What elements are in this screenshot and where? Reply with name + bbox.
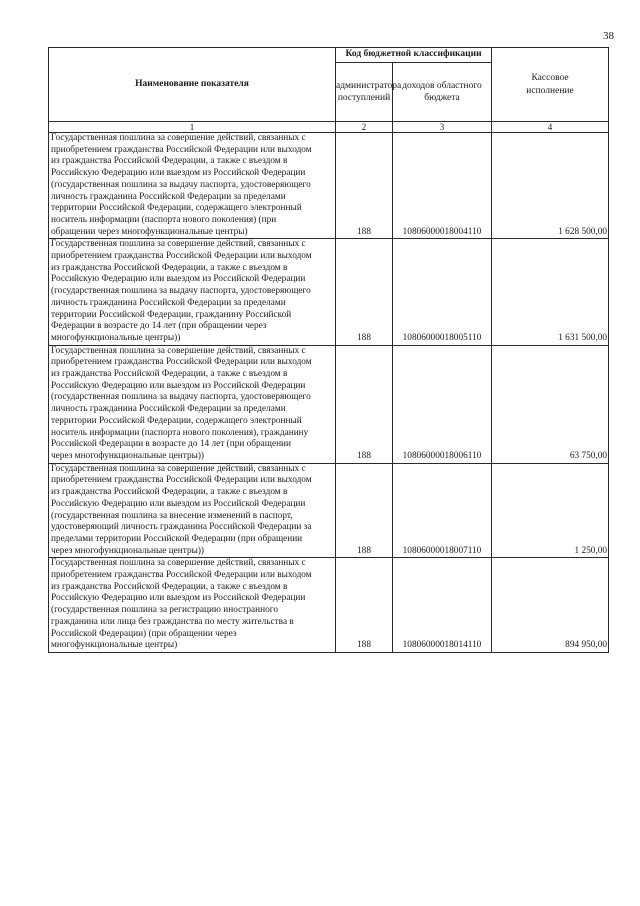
description-line: Российскую Федерацию или выездом из Российской Федерации	[51, 380, 306, 391]
description-line: Государственная пошлина за совершение действий, связанных с	[51, 463, 306, 474]
budget-table	[48, 47, 609, 653]
description-line: Российскую Федерацию или выездом из Российской Федерации	[51, 498, 306, 509]
description-line: Государственная пошлина за совершение действий, связанных с	[51, 558, 306, 569]
description-line: личность гражданина Российской Федерации за пределами	[51, 404, 286, 415]
description-line: территории Российской Федерации, гражданину Российской	[51, 309, 292, 320]
cash-execution-amount: 894 950,00	[492, 558, 609, 653]
description-line: многофункциональные центры)	[51, 640, 178, 651]
administrator-code: 188	[336, 558, 393, 653]
description-line: приобретением гражданства Российской Федерации или выходом	[51, 475, 312, 486]
income-code: 10806000018007110	[393, 463, 492, 558]
description-line: (государственная пошлина за внесение изменений в паспорт,	[51, 510, 293, 521]
description-line: Российскую Федерацию или выездом из Российской Федерации	[51, 274, 306, 285]
column-number: 4	[492, 122, 609, 133]
description-line: (государственная пошлина за выдачу паспорта, удостоверяющего	[51, 179, 311, 190]
header-cash-execution-label: Кассовое исполнение	[526, 72, 574, 96]
description-line: через многофункциональные центры))	[51, 545, 205, 556]
administrator-code: 188	[336, 463, 393, 558]
description-line: территории Российской Федерации, содержащего электронный	[51, 415, 302, 426]
description-line: Государственная пошлина за совершение действий, связанных с	[51, 239, 306, 250]
description-line: личность гражданина Российской Федерации за пределами	[51, 297, 286, 308]
table-row	[49, 133, 609, 239]
table-row	[49, 463, 609, 558]
description-line: Российской Федерации в возрасте до 14 лет (при обращении	[51, 439, 292, 450]
description-line: приобретением гражданства Российской Федерации или выходом	[51, 251, 312, 262]
description-line: приобретением гражданства Российской Федерации или выходом	[51, 570, 312, 581]
description-line: из гражданства Российской Федерации, а также с въездом в	[51, 156, 288, 167]
header-indicator-name: Наименование показателя	[49, 48, 336, 122]
column-number: 2	[336, 122, 393, 133]
description-line: Государственная пошлина за совершение действий, связанных с	[51, 133, 306, 143]
administrator-code: 188	[336, 345, 393, 463]
description-line: Российскую Федерацию или выездом из Российской Федерации	[51, 593, 306, 604]
cash-execution-amount: 1 628 500,00	[492, 133, 609, 239]
description-line: обращении через многофункциональные центры)	[51, 226, 248, 237]
table-row	[49, 558, 609, 653]
description-line: удостоверяющий личность гражданина Российской Федерации за	[51, 522, 312, 533]
column-number: 3	[393, 122, 492, 133]
income-code: 10806000018005110	[393, 239, 492, 345]
description-line: пределами территории Российской Федерации (при обращении	[51, 533, 303, 544]
description-line: территории Российской Федерации, содержащего электронный	[51, 203, 302, 214]
description-line: приобретением гражданства Российской Федерации или выходом	[51, 144, 312, 155]
description-line: личность гражданина Российской Федерации за пределами	[51, 191, 286, 202]
description-line: через многофункциональные центры))	[51, 450, 205, 461]
description-line: гражданина или лица без гражданства по месту жительства в	[51, 616, 294, 627]
description-line: многофункциональные центры))	[51, 332, 181, 343]
page-number: 38	[603, 30, 614, 42]
cash-execution-amount: 1 250,00	[492, 463, 609, 558]
description-line: Федерации в возрасте до 14 лет (при обращении через	[51, 321, 267, 332]
indicator-description	[49, 558, 336, 653]
header-classification-code: Код бюджетной классификации	[336, 48, 492, 63]
column-number-row	[49, 122, 609, 133]
description-line: из гражданства Российской Федерации, а также с въездом в	[51, 369, 288, 380]
description-line: Государственная пошлина за совершение действий, связанных с	[51, 345, 306, 356]
header-administrator: администратора поступлений	[336, 63, 393, 122]
indicator-description	[49, 239, 336, 345]
table-row	[49, 345, 609, 463]
indicator-description	[49, 345, 336, 463]
description-line: из гражданства Российской Федерации, а также с въездом в	[51, 581, 288, 592]
table-row	[49, 239, 609, 345]
description-line: (государственная пошлина за выдачу паспорта, удостоверяющего	[51, 286, 311, 297]
description-line: приобретением гражданства Российской Федерации или выходом	[51, 357, 312, 368]
cash-execution-amount: 1 631 500,00	[492, 239, 609, 345]
description-line: (государственная пошлина за регистрацию иностранного	[51, 605, 279, 616]
indicator-description	[49, 133, 336, 239]
header-cash-execution	[492, 48, 609, 122]
header-regional-income: доходов областного бюджета	[393, 63, 492, 122]
income-code: 10806000018014110	[393, 558, 492, 653]
description-line: Российской Федерации) (при обращении через	[51, 628, 237, 639]
income-code: 10806000018004110	[393, 133, 492, 239]
income-code: 10806000018006110	[393, 345, 492, 463]
description-line: носитель информации (паспорта нового поколения), гражданину	[51, 427, 309, 438]
cash-execution-amount: 63 750,00	[492, 345, 609, 463]
description-line: из гражданства Российской Федерации, а также с въездом в	[51, 262, 288, 273]
description-line: носитель информации (паспорта нового поколения) (при	[51, 214, 277, 225]
column-number: 1	[49, 122, 336, 133]
administrator-code: 188	[336, 133, 393, 239]
description-line: из гражданства Российской Федерации, а также с въездом в	[51, 487, 288, 498]
administrator-code: 188	[336, 239, 393, 345]
description-line: Российскую Федерацию или выездом из Российской Федерации	[51, 168, 306, 179]
table-body	[49, 133, 609, 653]
description-line: (государственная пошлина за выдачу паспорта, удостоверяющего	[51, 392, 311, 403]
indicator-description	[49, 463, 336, 558]
